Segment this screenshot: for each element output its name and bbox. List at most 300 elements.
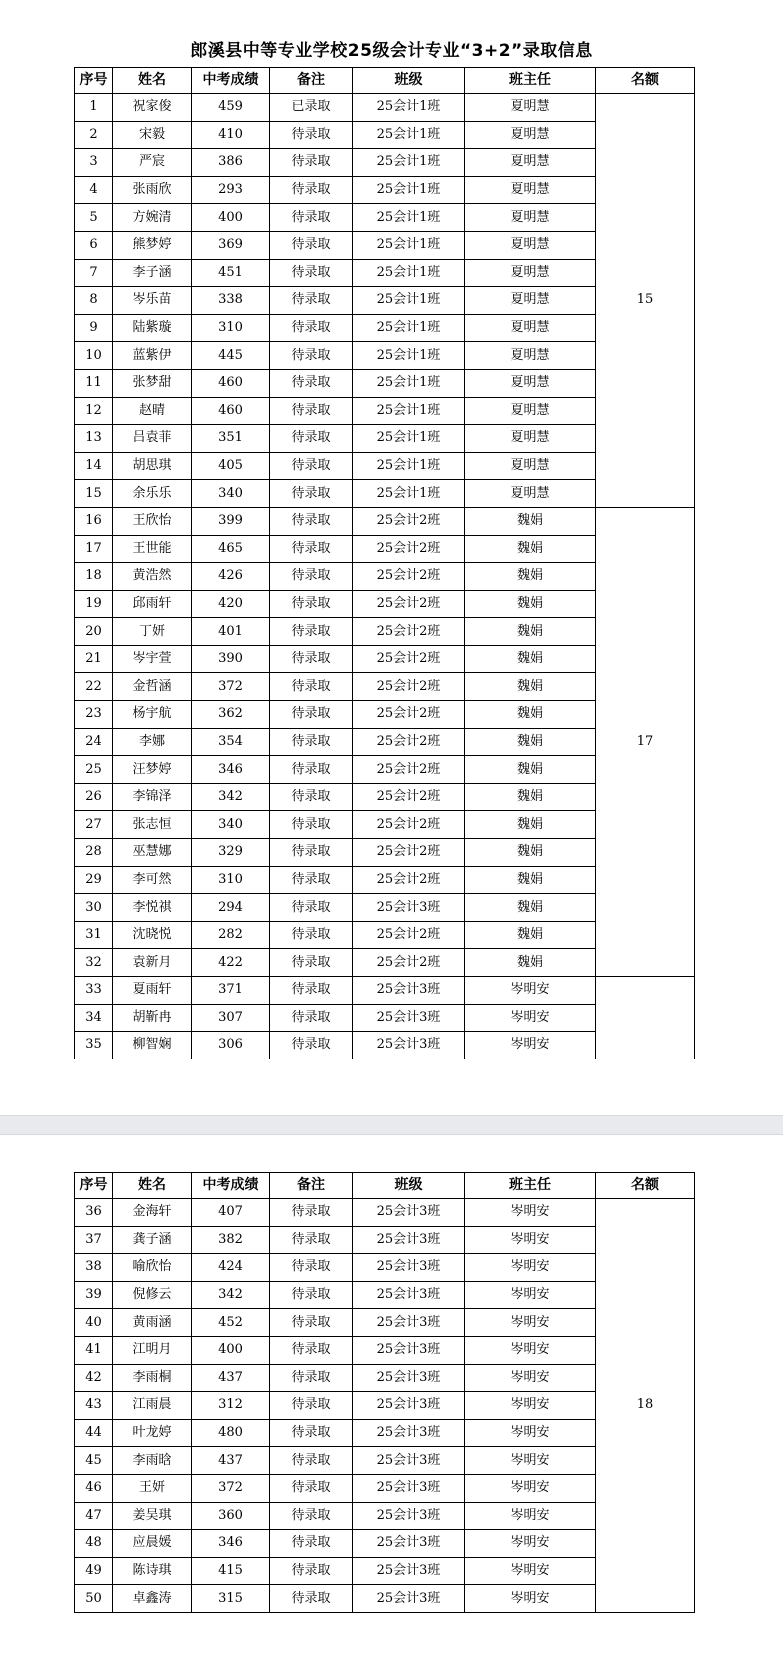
head-teacher: 魏娟 [465,839,596,867]
head-teacher: 夏明慧 [465,425,596,453]
header-index: 序号 [75,68,113,94]
exam-score: 342 [192,1281,270,1309]
document-page-2 [0,1135,783,1670]
head-teacher: 夏明慧 [465,204,596,232]
admission-status: 待录取 [270,756,353,784]
student-name: 李娜 [113,728,192,756]
row-index: 45 [75,1447,113,1475]
student-name: 李锦泽 [113,783,192,811]
student-name: 杨宇航 [113,701,192,729]
admission-status: 待录取 [270,231,353,259]
head-teacher: 夏明慧 [465,121,596,149]
head-teacher: 夏明慧 [465,259,596,287]
head-teacher: 岑明安 [465,1364,596,1392]
admission-status: 待录取 [270,149,353,177]
row-index: 37 [75,1226,113,1254]
student-name: 蓝紫伊 [113,342,192,370]
row-index: 4 [75,176,113,204]
head-teacher: 岑明安 [465,1309,596,1337]
exam-score: 351 [192,425,270,453]
row-index: 30 [75,894,113,922]
row-index: 43 [75,1392,113,1420]
admission-status: 待录取 [270,590,353,618]
student-name: 李可然 [113,866,192,894]
class-name: 25会计1班 [353,314,465,342]
quota-cell: 15 [596,94,695,508]
admission-status: 待录取 [270,342,353,370]
admission-table-page-1 [74,67,695,1059]
exam-score: 354 [192,728,270,756]
student-name: 李悦祺 [113,894,192,922]
class-name: 25会计3班 [353,1474,465,1502]
exam-score: 306 [192,1032,270,1059]
class-name: 25会计3班 [353,1447,465,1475]
student-name: 李子涵 [113,259,192,287]
student-name: 叶龙婷 [113,1419,192,1447]
exam-score: 312 [192,1392,270,1420]
student-name: 汪梦婷 [113,756,192,784]
head-teacher: 岑明安 [465,1392,596,1420]
exam-score: 294 [192,894,270,922]
admission-status: 待录取 [270,563,353,591]
class-name: 25会计2班 [353,673,465,701]
student-name: 张梦甜 [113,369,192,397]
row-index: 15 [75,480,113,508]
head-teacher: 夏明慧 [465,149,596,177]
head-teacher: 魏娟 [465,866,596,894]
quota-cell: 18 [596,1199,695,1613]
admission-status: 待录取 [270,507,353,535]
exam-score: 452 [192,1309,270,1337]
row-index: 42 [75,1364,113,1392]
admission-status: 待录取 [270,452,353,480]
exam-score: 382 [192,1226,270,1254]
class-name: 25会计3班 [353,1530,465,1558]
class-name: 25会计3班 [353,1199,465,1227]
row-index: 39 [75,1281,113,1309]
student-name: 王世能 [113,535,192,563]
admission-status: 待录取 [270,811,353,839]
row-index: 25 [75,756,113,784]
exam-score: 386 [192,149,270,177]
admission-status: 待录取 [270,480,353,508]
row-index: 44 [75,1419,113,1447]
class-name: 25会计2班 [353,783,465,811]
head-teacher: 岑明安 [465,1281,596,1309]
head-teacher: 魏娟 [465,728,596,756]
row-index: 34 [75,1004,113,1032]
page-title: 郎溪县中等专业学校25级会计专业“3+2”录取信息 [190,41,593,61]
head-teacher: 魏娟 [465,701,596,729]
class-name: 25会计2班 [353,866,465,894]
row-index: 36 [75,1199,113,1227]
exam-score: 329 [192,839,270,867]
admission-status: 待录取 [270,1419,353,1447]
row-index: 33 [75,977,113,1005]
header-index: 序号 [75,1173,113,1199]
exam-score: 340 [192,480,270,508]
exam-score: 400 [192,204,270,232]
class-name: 25会计3班 [353,1502,465,1530]
admission-status: 已录取 [270,94,353,122]
admission-status: 待录取 [270,701,353,729]
admission-status: 待录取 [270,949,353,977]
admission-status: 待录取 [270,1199,353,1227]
row-index: 28 [75,839,113,867]
student-name: 金海轩 [113,1199,192,1227]
exam-score: 451 [192,259,270,287]
row-index: 5 [75,204,113,232]
head-teacher: 夏明慧 [465,397,596,425]
exam-score: 465 [192,535,270,563]
admission-status: 待录取 [270,287,353,315]
exam-score: 460 [192,397,270,425]
exam-score: 390 [192,645,270,673]
class-name: 25会计1班 [353,287,465,315]
header-remark: 备注 [270,68,353,94]
exam-score: 460 [192,369,270,397]
table-header-row [75,1173,695,1199]
quota-cell: 17 [596,507,695,976]
header-quota: 名额 [596,68,695,94]
exam-score: 371 [192,977,270,1005]
head-teacher: 魏娟 [465,894,596,922]
row-index: 9 [75,314,113,342]
exam-score: 369 [192,231,270,259]
head-teacher: 魏娟 [465,535,596,563]
head-teacher: 夏明慧 [465,342,596,370]
class-name: 25会计2班 [353,728,465,756]
header-score: 中考成绩 [192,68,270,94]
row-index: 21 [75,645,113,673]
head-teacher: 岑明安 [465,1502,596,1530]
quota-cell [596,977,695,1059]
row-index: 27 [75,811,113,839]
admission-status: 待录取 [270,535,353,563]
exam-score: 480 [192,1419,270,1447]
head-teacher: 岑明安 [465,1032,596,1059]
header-teacher: 班主任 [465,1173,596,1199]
exam-score: 407 [192,1199,270,1227]
student-name: 胡思琪 [113,452,192,480]
class-name: 25会计2班 [353,949,465,977]
class-name: 25会计1班 [353,397,465,425]
head-teacher: 岑明安 [465,1557,596,1585]
admission-status: 待录取 [270,1474,353,1502]
row-index: 22 [75,673,113,701]
class-name: 25会计3班 [353,1254,465,1282]
class-name: 25会计3班 [353,1032,465,1059]
student-name: 李雨晗 [113,1447,192,1475]
student-name: 喻欣怡 [113,1254,192,1282]
student-name: 柳智娴 [113,1032,192,1059]
exam-score: 445 [192,342,270,370]
admission-status: 待录取 [270,1530,353,1558]
class-name: 25会计1班 [353,425,465,453]
exam-score: 372 [192,1474,270,1502]
admission-status: 待录取 [270,1557,353,1585]
student-name: 张雨欣 [113,176,192,204]
head-teacher: 岑明安 [465,1336,596,1364]
row-index: 8 [75,287,113,315]
header-class: 班级 [353,1173,465,1199]
head-teacher: 岑明安 [465,1419,596,1447]
student-name: 倪修云 [113,1281,192,1309]
exam-score: 459 [192,94,270,122]
head-teacher: 魏娟 [465,949,596,977]
row-index: 32 [75,949,113,977]
head-teacher: 夏明慧 [465,480,596,508]
admission-status: 待录取 [270,977,353,1005]
head-teacher: 夏明慧 [465,231,596,259]
head-teacher: 岑明安 [465,1530,596,1558]
student-name: 卓鑫涛 [113,1585,192,1613]
class-name: 25会计2班 [353,921,465,949]
student-name: 方婉清 [113,204,192,232]
exam-score: 422 [192,949,270,977]
exam-score: 315 [192,1585,270,1613]
student-name: 张志恒 [113,811,192,839]
table-row [75,1199,695,1227]
class-name: 25会计2班 [353,507,465,535]
head-teacher: 魏娟 [465,783,596,811]
class-name: 25会计3班 [353,1585,465,1613]
row-index: 7 [75,259,113,287]
class-name: 25会计2班 [353,756,465,784]
class-name: 25会计3班 [353,1392,465,1420]
class-name: 25会计2班 [353,590,465,618]
student-name: 龚子涵 [113,1226,192,1254]
row-index: 26 [75,783,113,811]
class-name: 25会计2班 [353,563,465,591]
class-name: 25会计3班 [353,1419,465,1447]
row-index: 23 [75,701,113,729]
admission-status: 待录取 [270,866,353,894]
head-teacher: 魏娟 [465,756,596,784]
head-teacher: 魏娟 [465,921,596,949]
student-name: 陆紫璇 [113,314,192,342]
row-index: 48 [75,1530,113,1558]
admission-status: 待录取 [270,176,353,204]
head-teacher: 岑明安 [465,977,596,1005]
admission-status: 待录取 [270,397,353,425]
row-index: 29 [75,866,113,894]
admission-status: 待录取 [270,1254,353,1282]
head-teacher: 岑明安 [465,1226,596,1254]
head-teacher: 夏明慧 [465,94,596,122]
header-teacher: 班主任 [465,68,596,94]
class-name: 25会计1班 [353,342,465,370]
admission-status: 待录取 [270,1502,353,1530]
row-index: 24 [75,728,113,756]
head-teacher: 夏明慧 [465,176,596,204]
row-index: 38 [75,1254,113,1282]
exam-score: 346 [192,1530,270,1558]
row-index: 13 [75,425,113,453]
student-name: 黄浩然 [113,563,192,591]
exam-score: 340 [192,811,270,839]
exam-score: 437 [192,1364,270,1392]
student-name: 金哲涵 [113,673,192,701]
row-index: 1 [75,94,113,122]
student-name: 江明月 [113,1336,192,1364]
exam-score: 362 [192,701,270,729]
admission-status: 待录取 [270,1032,353,1059]
exam-score: 342 [192,783,270,811]
class-name: 25会计2班 [353,645,465,673]
row-index: 12 [75,397,113,425]
head-teacher: 岑明安 [465,1585,596,1613]
class-name: 25会计1班 [353,452,465,480]
admission-status: 待录取 [270,728,353,756]
exam-score: 360 [192,1502,270,1530]
admission-status: 待录取 [270,1585,353,1613]
exam-score: 310 [192,314,270,342]
exam-score: 346 [192,756,270,784]
student-name: 岑宇萱 [113,645,192,673]
class-name: 25会计1班 [353,94,465,122]
head-teacher: 夏明慧 [465,287,596,315]
student-name: 熊梦婷 [113,231,192,259]
class-name: 25会计2班 [353,701,465,729]
row-index: 17 [75,535,113,563]
class-name: 25会计2班 [353,839,465,867]
class-name: 25会计3班 [353,1226,465,1254]
student-name: 吕袁菲 [113,425,192,453]
exam-score: 410 [192,121,270,149]
head-teacher: 魏娟 [465,507,596,535]
admission-status: 待录取 [270,1309,353,1337]
admission-status: 待录取 [270,1004,353,1032]
student-name: 姜吴琪 [113,1502,192,1530]
row-index: 40 [75,1309,113,1337]
admission-status: 待录取 [270,1392,353,1420]
head-teacher: 魏娟 [465,645,596,673]
class-name: 25会计2班 [353,618,465,646]
class-name: 25会计1班 [353,231,465,259]
row-index: 41 [75,1336,113,1364]
student-name: 丁妍 [113,618,192,646]
admission-status: 待录取 [270,314,353,342]
admission-status: 待录取 [270,673,353,701]
class-name: 25会计3班 [353,1004,465,1032]
class-name: 25会计3班 [353,1281,465,1309]
header-name: 姓名 [113,68,192,94]
row-index: 11 [75,369,113,397]
admission-status: 待录取 [270,645,353,673]
exam-score: 372 [192,673,270,701]
admission-status: 待录取 [270,425,353,453]
exam-score: 415 [192,1557,270,1585]
admission-status: 待录取 [270,894,353,922]
head-teacher: 魏娟 [465,590,596,618]
class-name: 25会计3班 [353,1309,465,1337]
row-index: 16 [75,507,113,535]
class-name: 25会计1班 [353,204,465,232]
header-class: 班级 [353,68,465,94]
head-teacher: 夏明慧 [465,369,596,397]
class-name: 25会计3班 [353,1364,465,1392]
exam-score: 420 [192,590,270,618]
student-name: 夏雨轩 [113,977,192,1005]
row-index: 31 [75,921,113,949]
head-teacher: 魏娟 [465,673,596,701]
class-name: 25会计3班 [353,1336,465,1364]
student-name: 袁新月 [113,949,192,977]
head-teacher: 魏娟 [465,618,596,646]
class-name: 25会计1班 [353,121,465,149]
row-index: 19 [75,590,113,618]
student-name: 赵晴 [113,397,192,425]
row-index: 50 [75,1585,113,1613]
class-name: 25会计1班 [353,259,465,287]
student-name: 祝家俊 [113,94,192,122]
row-index: 20 [75,618,113,646]
student-name: 李雨桐 [113,1364,192,1392]
head-teacher: 魏娟 [465,563,596,591]
header-score: 中考成绩 [192,1173,270,1199]
admission-status: 待录取 [270,839,353,867]
admission-status: 待录取 [270,1281,353,1309]
exam-score: 338 [192,287,270,315]
admission-status: 待录取 [270,921,353,949]
row-index: 47 [75,1502,113,1530]
student-name: 王欣怡 [113,507,192,535]
student-name: 严宸 [113,149,192,177]
row-index: 46 [75,1474,113,1502]
student-name: 江雨晨 [113,1392,192,1420]
head-teacher: 岑明安 [465,1199,596,1227]
admission-status: 待录取 [270,618,353,646]
exam-score: 282 [192,921,270,949]
admission-table-page-2 [74,1172,695,1613]
row-index: 18 [75,563,113,591]
student-name: 王妍 [113,1474,192,1502]
exam-score: 424 [192,1254,270,1282]
admission-status: 待录取 [270,204,353,232]
class-name: 25会计2班 [353,811,465,839]
head-teacher: 夏明慧 [465,314,596,342]
exam-score: 426 [192,563,270,591]
row-index: 49 [75,1557,113,1585]
table-row [75,977,695,1005]
table-header-row [75,68,695,94]
admission-status: 待录取 [270,1226,353,1254]
class-name: 25会计1班 [353,176,465,204]
admission-status: 待录取 [270,369,353,397]
admission-status: 待录取 [270,1447,353,1475]
student-name: 胡靳冉 [113,1004,192,1032]
student-name: 陈诗琪 [113,1557,192,1585]
class-name: 25会计1班 [353,480,465,508]
admission-status: 待录取 [270,259,353,287]
class-name: 25会计2班 [353,535,465,563]
head-teacher: 岑明安 [465,1474,596,1502]
exam-score: 401 [192,618,270,646]
class-name: 25会计3班 [353,977,465,1005]
header-name: 姓名 [113,1173,192,1199]
student-name: 黄雨涵 [113,1309,192,1337]
student-name: 应晨媛 [113,1530,192,1558]
row-index: 6 [75,231,113,259]
exam-score: 399 [192,507,270,535]
student-name: 岑乐苗 [113,287,192,315]
head-teacher: 岑明安 [465,1004,596,1032]
exam-score: 307 [192,1004,270,1032]
head-teacher: 夏明慧 [465,452,596,480]
header-remark: 备注 [270,1173,353,1199]
table-row [75,507,695,535]
